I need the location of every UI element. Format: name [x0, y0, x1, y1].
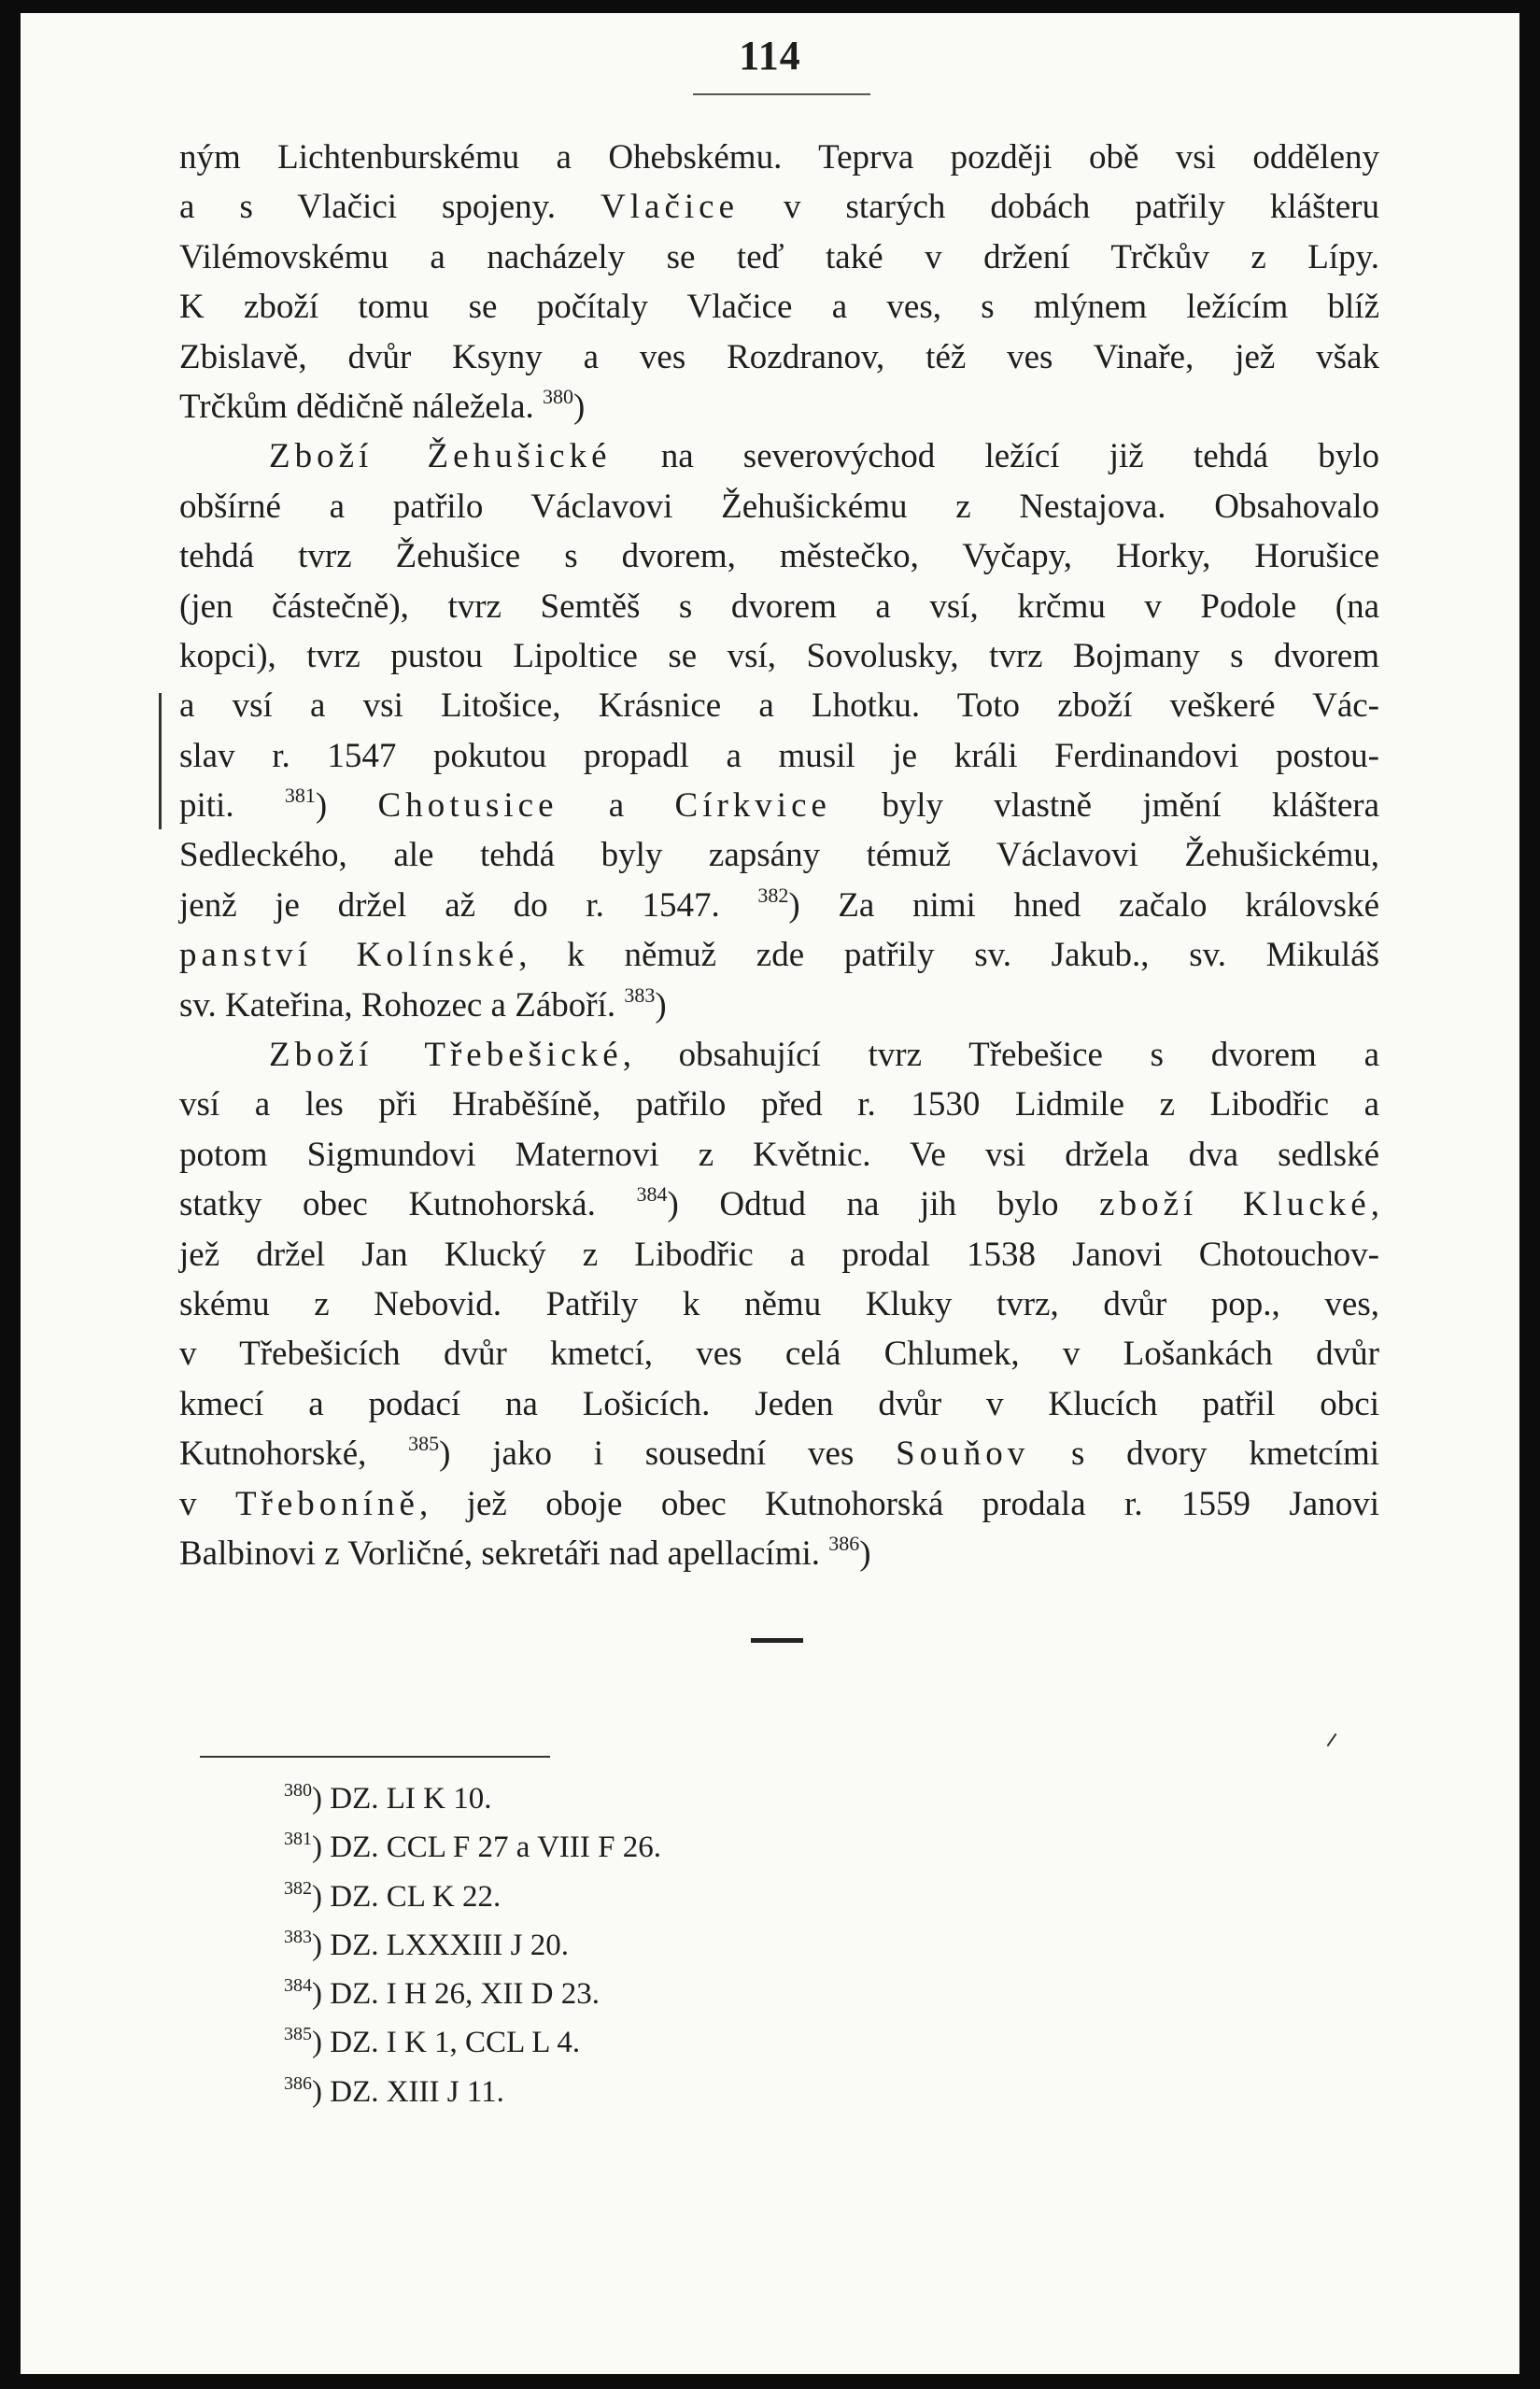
text-line: Vilémovskému a nacházely se teď také v držení Trčkův z Lípy.	[179, 237, 1379, 276]
text-line: panství Kolínské, k němuž zde patřily sv. Jakub., sv. Mikuláš	[179, 936, 1379, 975]
footnote	[284, 2068, 661, 2116]
text-line: jež držel Jan Klucký z Libodřic a prodal 1538 Janovi Chotouchov-	[179, 1235, 1379, 1274]
spaced-emphasis: Chotusice	[377, 786, 558, 826]
text-line: v Třeboníně, jež oboje obec Kutnohorská prodala r. 1559 Janovi	[179, 1484, 1380, 1523]
footnote	[284, 1774, 661, 1823]
text-line: a s Vlačici spojeny. Vlačice v starých dobách patřily klášteru	[179, 188, 1379, 227]
footnote	[284, 1921, 661, 1970]
footnote-ref: 386	[828, 1531, 860, 1555]
footnote-text: ) DZ. I H 26, XII D 23.	[312, 1977, 600, 2012]
footnote-ref: 382	[757, 883, 789, 907]
text-line: statky obec Kutnohorská. $^{384}$) Odtud na jih bylo zboží Klucké,	[179, 1182, 1379, 1224]
text-line: v Třebešicích dvůr kmetcí, ves celá Chlumek, v Lošankách dvůr	[179, 1335, 1379, 1374]
section-divider	[751, 1638, 803, 1643]
margin-mark-slash	[1327, 1733, 1337, 1746]
footnote-number: 386	[284, 2072, 312, 2094]
footnote-text: ) DZ. CCL F 27 a VIII F 26.	[312, 1831, 661, 1865]
footnote-ref: 385	[408, 1432, 440, 1456]
body-text	[179, 133, 1379, 1578]
paragraph	[179, 133, 1379, 431]
text-line: kopci), tvrz pustou Lipoltice se vsí, Sovolusky, tvrz Bojmany s dvorem	[179, 636, 1379, 675]
text-line: potom Sigmundovi Maternovi z Květnic. Ve vsi držela dva sedlské	[179, 1135, 1379, 1174]
margin-mark	[159, 693, 162, 829]
text-line: Balbinovi z Vorličné, sekretáři nad apellacími. $^{386}$)	[179, 1531, 871, 1573]
page-number: 114	[739, 33, 801, 78]
text-line: Sedleckého, ale tehdá byly zapsány témuž Václavovi Žehušickému,	[179, 836, 1379, 875]
footnote-number: 382	[284, 1877, 312, 1899]
text-line: K zboží tomu se počítaly Vlačice a ves, s mlýnem ležícím blíž	[179, 288, 1379, 327]
text-line: Zboží Třebešické, obsahující tvrz Třebešice s dvorem a	[269, 1036, 1379, 1075]
page	[21, 13, 1519, 2374]
footnote-ref: 380	[543, 384, 574, 408]
footnote	[284, 2018, 661, 2067]
footnote-number: 383	[284, 1926, 312, 1947]
text-line: piti. $^{381}$) Chotusice a Církvice byly vlastně jmění kláštera	[179, 784, 1379, 826]
paragraph	[179, 1030, 1379, 1578]
text-line: Zboží Žehušické na severovýchod ležící již tehdá bylo	[269, 437, 1379, 476]
text-line: tehdá tvrz Žehušice s dvorem, městečko, Vyčapy, Horky, Horušice	[179, 537, 1379, 576]
footnote-text: ) DZ. I K 1, CCL L 4.	[312, 2026, 581, 2060]
footnote-number: 381	[284, 1829, 312, 1850]
spaced-emphasis: Vlačice	[600, 188, 739, 227]
text-line: obšírné a patřilo Václavovi Žehušickému z Nestajova. Obsahovalo	[179, 487, 1379, 526]
footnote-ref: 384	[636, 1182, 668, 1207]
text-line: (jen částečně), tvrz Semtěš s dvorem a vsí, krčmu v Podole (na	[179, 587, 1379, 626]
footnote-text: ) DZ. CL K 22.	[312, 1879, 502, 1914]
spaced-emphasis: Třeboníně	[234, 1484, 419, 1523]
spaced-emphasis: Zboží Třebešické	[269, 1036, 623, 1075]
spaced-emphasis: Souňov	[896, 1435, 1030, 1474]
text-line: Trčkům dědičně náležela. $^{380}$)	[179, 384, 586, 426]
spaced-emphasis: zboží Klucké	[1099, 1185, 1371, 1224]
text-line: a vsí a vsi Litošice, Krásnice a Lhotku. Toto zboží veškeré Vác-	[179, 686, 1379, 726]
spaced-emphasis: Zboží Žehušické	[269, 437, 612, 476]
footnote-rule	[200, 1756, 550, 1758]
footnote-ref: 383	[624, 982, 656, 1007]
header-rule	[693, 93, 870, 95]
footnote-text: ) DZ. LXXXIII J 20.	[312, 1928, 569, 1962]
footnote	[284, 1970, 661, 2018]
text-line: Zbislavě, dvůr Ksyny a ves Rozdranov, též ves Vinaře, jež však	[179, 337, 1379, 376]
text-line: jenž je držel až do r. 1547. $^{382}$) Za nimi hned začalo královské	[179, 883, 1379, 925]
text-line: slav r. 1547 pokutou propadl a musil je králi Ferdinandovi postou-	[179, 736, 1379, 775]
text-line: ným Lichtenburskému a Ohebskému. Teprva později obě vsi odděleny	[179, 138, 1379, 177]
footnote-number: 384	[284, 1975, 312, 1997]
footnote	[284, 1823, 661, 1872]
text-line: vsí a les při Hraběšíně, patřilo před r. 1530 Lidmile z Libodřic a	[179, 1085, 1379, 1124]
footnote-number: 385	[284, 2024, 312, 2045]
text-line: sv. Kateřina, Rohozec a Záboří. $^{383}$)	[179, 982, 667, 1025]
spaced-emphasis: Církvice	[674, 786, 831, 826]
text-line: kmecí a podací na Lošicích. Jeden dvůr v Klucích patřil obci	[179, 1384, 1379, 1423]
footnotes	[284, 1774, 661, 2116]
text-line: skému z Nebovid. Patřily k němu Kluky tvrz, dvůr pop., ves,	[179, 1284, 1379, 1323]
footnote-number: 380	[284, 1780, 312, 1801]
spaced-emphasis: panství Kolínské	[179, 936, 519, 975]
footnote-ref: 381	[284, 784, 316, 808]
text-line: Kutnohorské, $^{385}$) jako i sousední ves Souňov s dvory kmetcími	[179, 1432, 1380, 1474]
footnote-text: ) DZ. XIII J 11.	[312, 2074, 504, 2109]
footnote-text: ) DZ. LI K 10.	[312, 1782, 492, 1816]
footnote	[284, 1873, 661, 1921]
paragraph	[179, 431, 1379, 1030]
